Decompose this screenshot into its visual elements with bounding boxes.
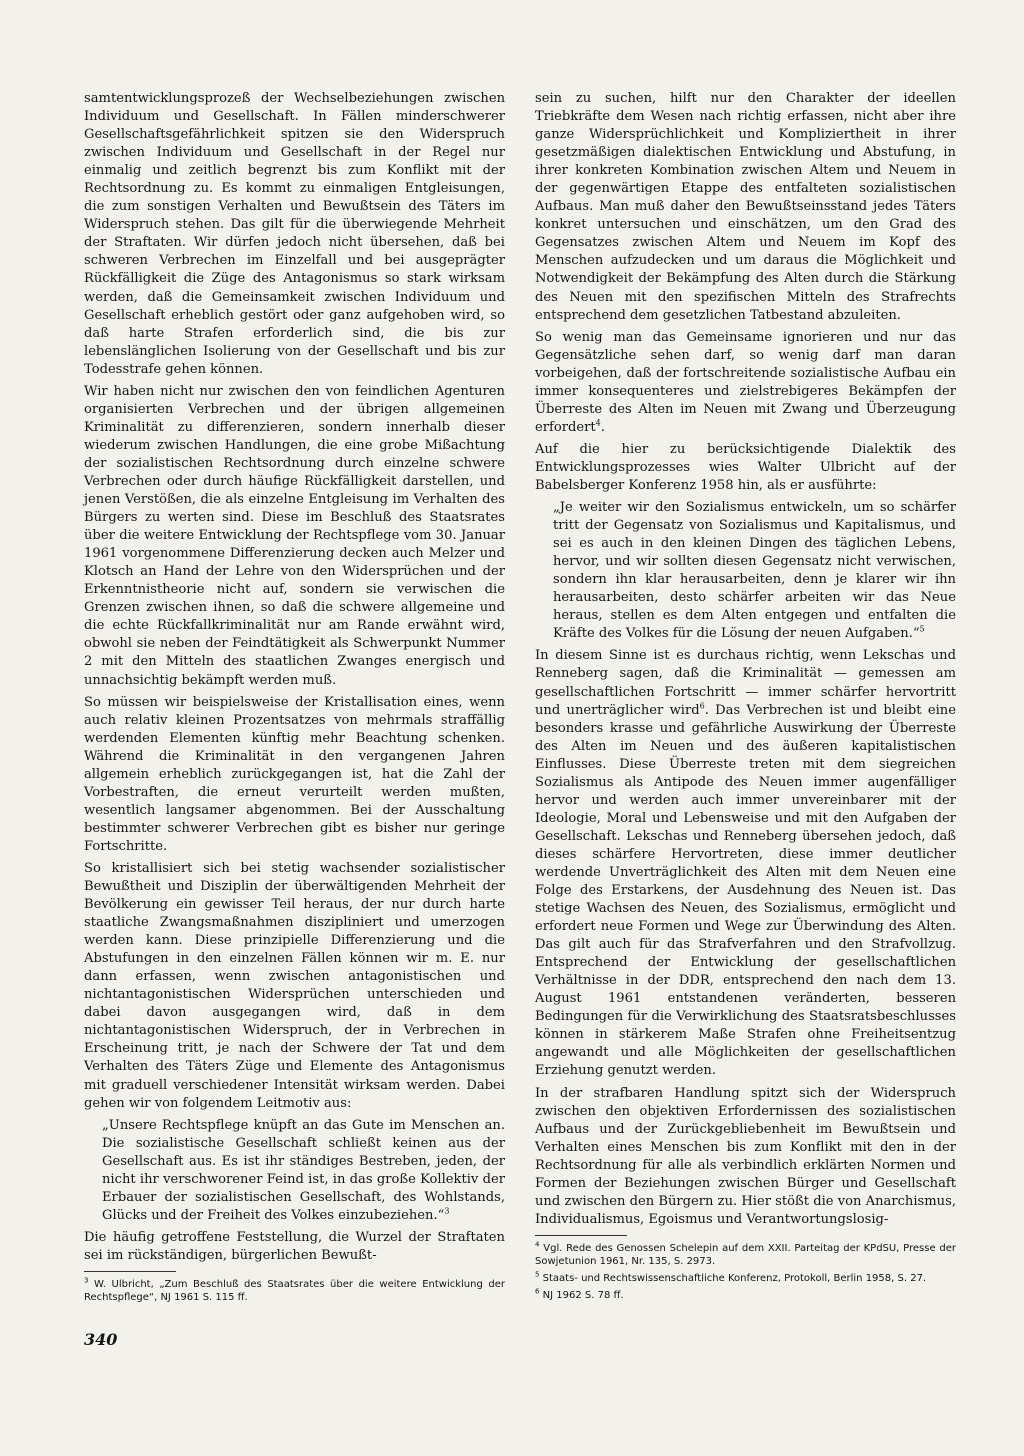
footnote-divider [84,1271,176,1272]
footnote [535,1272,956,1285]
paragraph-text: In diesem Sinne ist es durchaus richtig, wenn Lekschas und Renneberg sagen, daß die Kriminalität — gemessen am gesellschaftlichen Fortschritt — immer schärfer hervortritt und unerträglicher wird [535,648,956,718]
footnote-text: NJ 1962 S. 78 ff. [542,1289,624,1301]
footnote [84,1278,505,1304]
body-paragraph: In der strafbaren Handlung spitzt sich der Widerspruch zwischen den objektiven Erfordernissen des sozialistischen Aufbaus und der Zurückgebliebenheit im Bewußtsein und Verhalten eines Menschen bis zum Konflikt mit den in der Rechtsordnung für alle als verbindlich erklärten Normen und Formen der Beziehungen zwischen Bürger und Gesellschaft und zwischen den Bürgern zu. Hier stößt die von Anarchismus, Individualismus, Egoismus und Verantwortungslosig- [535,1085,956,1227]
body-paragraph: samtentwicklungsprozeß der Wechselbeziehungen zwischen Individuum und Gesellschaft. In Fällen minderschwerer Gesellschaftsgefährlichkeit spitzen sie den Widerspruch zwischen Individuum und Gesellschaft in der Regel nur einmalig und zeitlich begrenzt bis zum Konflikt mit der Rechtsordnung zu. Es kommt zu einmaligen Entgleisungen, die zum sonstigen Verhalten und Bewußtsein des Täters im Widerspruch stehen. Das gilt für die überwiegende Mehrheit der Straftaten. Wir dürfen jedoch nicht übersehen, daß bei schweren Verbrechen im Einzelfall und bei ausgeprägter Rückfälligkeit die Züge des Antagonismus so stark wirksam werden, daß die Gemeinsamkeit zwischen Individuum und Gesellschaft erheblich gestört oder ganz aufgehoben wird, so daß harte Strafen erforderlich sind, die bis zur lebenslänglichen Isolierung von der Gesellschaft und bis zur Todesstrafe gehen können. [84,91,505,377]
footnote-marker: 6 [699,701,705,711]
block-quote [102,1117,505,1225]
body-paragraph: Wir haben nicht nur zwischen den von feindlichen Agenturen organisierten Verbrechen und der übrigen allgemeinen Kriminalität zu differenzieren, sondern innerhalb dieser wiederum zwischen Handlungen, die eine grobe Mißachtung der sozialistischen Rechtsordnung durch einzelne schwere Verbrechen oder durch häufige Rückfälligkeit darstellen, und jenen Verstößen, die als einzelne Entgleisung im Verhalten des Bürgers zu werten sind. Diese im Beschluß des Staatsrates über die weitere Entwicklung der Rechtspflege vom 30. Januar 1961 vorgenommene Differenzierung decken auch Melzer und Klotsch an Hand der Lehre von den Widersprüchen und der Erkenntnistheorie nicht auf, sondern sie verwischen die Grenzen zwischen ihnen, so daß die schwere allgemeine und die echte Rückfallkriminalität nur am Rande erwähnt wird, obwohl sie neben der Feindtätigkeit als Schwerpunkt Nummer 2 mit den Mitteln des staatlichen Zwanges energisch und unnachsichtig bekämpft werden muß. [84,383,505,688]
body-paragraph: So müssen wir beispielsweise der Kristallisation eines, wenn auch relativ kleinen Prozentsatzes von mehrmals straffällig werdenden Elementen künftig mehr Beachtung schenken. Während die Kriminalität in den vergangenen Jahren allgemein erheblich zurückgegangen ist, hat die Zahl der Vorbestraften, die erneut verurteilt werden mußten, wesentlich langsamer abgenommen. Bei der Ausschaltung bestimmter schwerer Verbrechen gibt es bisher nur geringe Fortschritte. [84,694,505,854]
body-paragraph: Auf die hier zu berücksichtigende Dialektik des Entwicklungsprozesses wies Walter Ulbricht auf der Babelsberger Konferenz 1958 hin, als er ausführte: [535,441,956,493]
footnote-marker: 4 [595,418,601,428]
quote-text: „Unsere Rechtspflege knüpft an das Gute im Menschen an. Die sozialistische Gesellschaft schließt keinen aus der Gesellschaft aus. Es ist ihr ständiges Bestreben, jeden, der nicht ihr verschworener Feind ist, in das große Kollektiv der Erbauer der sozialistischen Gesellschaft, des Wohlstands, Glücks und der Freiheit des Volkes einzubeziehen.“ [102,1117,505,1223]
right-column [535,90,956,1306]
paragraph-text: . Das Verbrechen ist und bleibt eine besonders krasse und gefährliche Auswirkung der Überreste des Alten im Neuen und des äußeren kapitalistischen Einflusses. Diese Überreste treten mit dem siegreichen Sozialismus als Antipode des Neuen immer augenfälliger hervor und werden auch immer unvereinbarer mit der Ideologie, Moral und Lebensweise und mit den Aufgaben der Gesellschaft. Lekschas und Renneberg übersehen jedoch, daß dieses schärfere Hervortreten, diese immer deutlicher werdende Unverträglichkeit des Alten mit dem Neuen eine Folge des Erstarkens, der Ausdehnung des Neuen ist. Das stetige Wachsen des Neuen, des Sozialismus, ermöglicht und erfordert neue Formen und Wege zur Überwindung des Alten. Das gilt auch für das Strafverfahren und den Strafvollzug. Entsprechend der Entwicklung der gesellschaftlichen Verhältnisse in der DDR, entsprechend den nach dem 13. August 1961 entstandenen veränderten, besseren Bedingungen für die Verwirklichung des Staatsratsbeschlusses können in stärkerem Maße Strafen ohne Freiheitsentzug angewandt und alle Möglichkeiten der gesellschaftlichen Erziehung genutzt werden. [535,702,956,1079]
footnote-number: 3 [84,1276,89,1285]
body-paragraph: sein zu suchen, hilft nur den Charakter der ideellen Triebkräfte dem Wesen nach richtig erfassen, nicht aber ihre ganze Widersprüchlichkeit und Kompliziertheit in ihrer gesetzmäßigen dialektischen Entwicklung und Abstufung, in ihrer konkreten Kombination zwischen Altem und Neuem in der gegenwärtigen Etappe des entfalteten sozialistischen Aufbaus. Man muß daher den Bewußtseinsstand jedes Täters konkret untersuchen und einschätzen, um den Grad des Gegensatzes zwischen Altem und Neuem im Kopf des Menschen aufzudecken und um daraus die Möglichkeit und Notwendigkeit der Bekämpfung des Alten durch die Stärkung des Neuen mit den spezifischen Mitteln des Strafrechts entsprechend dem gesetzlichen Tatbestand abzuleiten. [535,91,956,323]
footnote-text: Staats- und Rechtswissenschaftliche Konferenz, Protokoll, Berlin 1958, S. 27. [542,1272,927,1284]
footnote-text: W. Ulbricht, „Zum Beschluß des Staatsrates über die weitere Entwicklung der Rechtspflege“, NJ 1961 S. 115 ff. [84,1279,505,1303]
paragraph-text: So wenig man das Gemeinsame ignorieren und nur das Gegensätzliche sehen darf, so wenig darf man daran vorbeigehen, daß der fortschreitende sozialistische Aufbau ein immer konsequenteres und zielstrebigeres Bekämpfen der Überreste des Alten im Neuen mit Zwang und Überzeugung erfordert [535,329,956,435]
footnote-number: 4 [535,1240,540,1249]
body-paragraph: So wenig man das Gemeinsame ignorieren und nur das Gegensätzliche sehen darf, so wenig darf man daran vorbeigehen, daß der fortschreitende sozialistische Aufbau ein immer konsequenteres und zielstrebigeres Bekämpfen der Überreste des Alten im Neuen mit Zwang und Überzeugung erfordert$^4$. [535,329,956,435]
footnote-number: 6 [535,1287,540,1296]
left-column [84,90,505,1308]
footnote-number: 5 [535,1270,540,1279]
footnote-text: Vgl. Rede des Genossen Schelepin auf dem XXII. Parteitag der KPdSU, Presse der Sowjetunion 1961, Nr. 135, S. 2973. [535,1242,957,1267]
page-number: 340 [84,1330,118,1349]
footnote-marker: 3 [444,1206,450,1216]
footnote-marker: 5 [919,625,925,634]
block-quote [553,499,956,643]
body-paragraph: So kristallisiert sich bei stetig wachsender sozialistischer Bewußtheit und Disziplin der überwältigenden Mehrheit der Bevölkerung ein gewisser Teil heraus, der nur durch harte staatliche Zwangsmaßnahmen diszipliniert und umerzogen werden kann. Diese prinzipielle Differenzierung und die Abstufungen in den einzelnen Fällen können wir m. E. nur dann erfassen, wenn zwischen antagonistischen und nichtantagonistischen Widersprüchen unterschieden und dabei davon ausgegangen wird, daß in dem nichtantagonistischen Widerspruch, der in Verbrechen in Erscheinung tritt, je nach der Schwere der Tat und dem Verhalten des Täters Züge und Elemente des Antagonismus mit graduell verschiedener Intensität wirksam werden. Dabei gehen wir von folgendem Leitmotiv aus: [84,860,505,1111]
quote-text: „Je weiter wir den Sozialismus entwickeln, um so schärfer tritt der Gegensatz von Sozialismus und Kapitalismus, und sei es auch in den kleinen Dingen des täglichen Lebens, hervor, und wir sollten diesen Gegensatz nicht verwischen, sondern ihn klar herausarbeiten, denn je klarer wir ihn herausarbeiten, desto schärfer arbeiten wir das Neue heraus, stellen es dem Alten entgegen und entfalten die Kräfte des Volkes für die Lösung der neuen Aufgaben.“ [553,500,956,642]
footnote [535,1289,956,1302]
footnote [535,1242,956,1268]
body-paragraph [535,647,956,1080]
footnote-divider [535,1235,627,1236]
body-paragraph: Die häufig getroffene Feststellung, die Wurzel der Straftaten sei im rückständigen, bürgerlichen Bewußt- [84,1229,505,1263]
